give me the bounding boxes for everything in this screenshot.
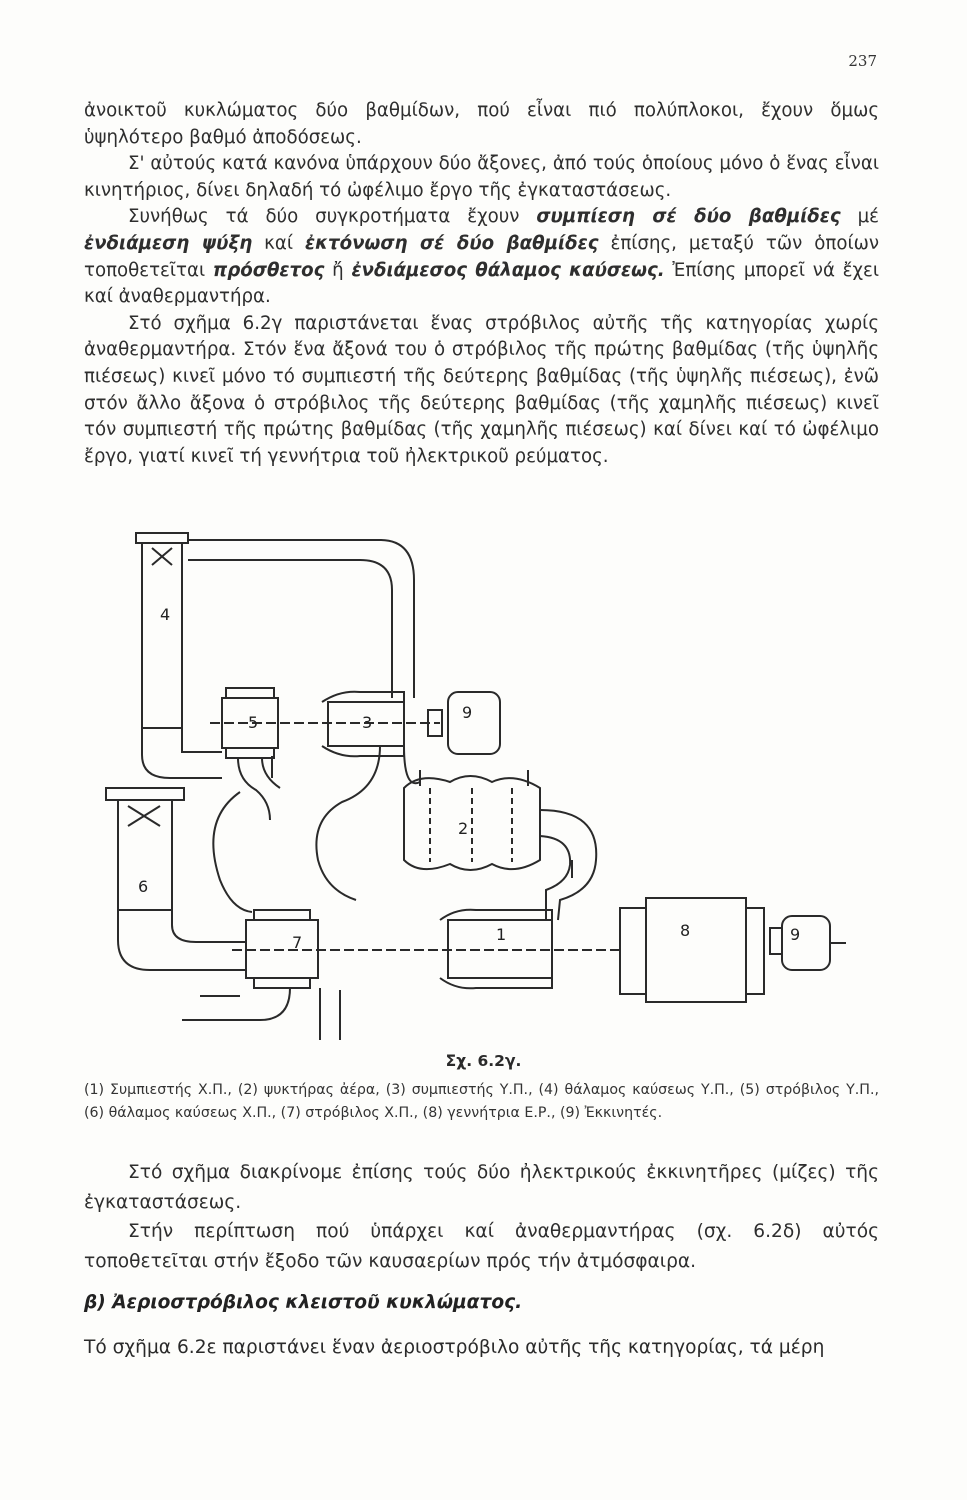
generator-8-left-flange <box>620 908 646 994</box>
gas-turbine-diagram <box>0 520 967 1060</box>
label-7: 7 <box>292 933 303 952</box>
pipe-5-to-6 <box>213 792 252 912</box>
section-heading: β) Ἀεριοστρόβιλος κλειστοῦ κυκλώματος. <box>84 1292 523 1313</box>
p3-emph-j: ἐνδιάμεσος θάλαμος καύσεως. <box>351 259 665 281</box>
starter-9-top <box>448 692 500 754</box>
compressor-1-top <box>440 910 552 920</box>
diagram-svg <box>0 520 967 1060</box>
page-number: 237 <box>848 52 877 70</box>
paragraph-4: Στό σχῆμα 6.2γ παριστάνεται ἕνας στρόβιλος αὐτῆς τῆς κατηγορίας χωρίς ἀναθερμαντήρα. Στόν ἕνα ἄξονά του ὁ στρόβιλος τῆς πρώτης βαθμίδας (τῆς ὑψηλῆς πιέσεως) κινεῖ μόνο τό συμπιεστή τῆς δεύτερης βαθμίδας (τῆς ὑψηλῆς πιέσεως), ἐνῶ στόν ἄλλο ἄξονα ὁ στρόβιλος τῆς δεύτερης βαθμίδας (τῆς χαμηλῆς πιέσεως) κινεῖ τόν συμπιεστή τῆς πρώτης βαθμίδας (τῆς χαμηλῆς πιέσεως) καί δίνει καί τό ὠφέλιμο ἔργο, γιατί κινεῖ τή γεννήτρια τοῦ ἠλεκτρικοῦ ρεύματος. <box>84 312 879 467</box>
bottom-text-block <box>84 1158 879 1276</box>
label-2: 2 <box>458 819 469 838</box>
section-paragraph: Τό σχῆμα 6.2ε παριστάνει ἕναν ἀεριοστρόβιλο αὐτῆς τῆς κατηγορίας, τά μέρη <box>84 1337 825 1358</box>
generator-8 <box>646 898 746 1002</box>
label-3: 3 <box>362 713 373 732</box>
pipe-3-to-2 <box>404 746 420 783</box>
pipe-2-to-1-outer <box>540 810 596 920</box>
p3-text-k: Ἐπίσης μπορεῖ νά ἔχει καί ἀναθερμαντήρα. <box>84 259 879 308</box>
label-9-top: 9 <box>462 703 473 722</box>
starter-9-bottom-coupling <box>770 928 782 954</box>
chamber-4-cap <box>136 533 188 543</box>
paragraph-1: ἀνοικτοῦ κυκλώματος δύο βαθμίδων, πού εἶναι πιό πολύπλοκοι, ἔχουν ὅμως ὑψηλότερο βαθμό ἀποδόσεως. <box>84 100 879 148</box>
p3-emph-b: συμπίεση σέ δύο βαθμίδες <box>536 206 841 228</box>
p3-emph-d: ἐνδιάμεση ψύξη <box>84 232 253 254</box>
chamber-6-cap <box>106 788 184 800</box>
label-8: 8 <box>680 921 691 940</box>
pipe-2-to-1-inner <box>540 836 570 920</box>
combustion-chamber-4 <box>142 543 182 728</box>
compressor-3-bottom <box>322 746 404 756</box>
p3-emph-f: ἐκτόνωση σέ δύο βαθμίδες <box>305 232 599 254</box>
turbine-7-bottom <box>254 978 310 988</box>
pipe-4-top-inner <box>188 560 392 698</box>
exhaust-pipe <box>182 988 290 1020</box>
turbine-5-blades-bottom <box>226 748 274 758</box>
pipe-3-to-1 <box>316 746 380 900</box>
p3-text-a: Συνήθως τά δύο συγκροτήματα ἔχουν <box>128 206 537 228</box>
p3-text-i: ἤ <box>324 259 352 281</box>
turbine-5-blades-top <box>226 688 274 698</box>
bottom-paragraph-2: Στήν περίπτωση πού ὑπάρχει καί ἀναθερμαντήρας (σχ. 6.2δ) αὐτός τοποθετεῖται στήν ἔξοδο τῶν καυσαερίων πρός τήν ἀτμόσφαιρα. <box>84 1221 879 1272</box>
pipe-4-bottom-inner <box>182 728 222 752</box>
pipe-6-inner <box>172 910 246 942</box>
pipe-5-exhaust-a <box>238 758 270 820</box>
bottom-paragraph-1: Στό σχῆμα διακρίνομε ἐπίσης τούς δύο ἠλεκτρικούς ἐκκινητῆρες (μίζες) τῆς ἐγκαταστάσεως. <box>84 1162 879 1213</box>
label-6: 6 <box>138 877 149 896</box>
p3-emph-h: πρόσθετος <box>212 259 325 281</box>
p3-text-c: μέ <box>840 206 879 228</box>
generator-8-right-flange <box>746 908 764 994</box>
p3-text-g: ἐπίσης, μεταξύ τῶν ὁποίων τοποθετεῖται <box>84 232 879 281</box>
figure-caption: (1) Συμπιεστής Χ.Π., (2) ψυκτήρας ἀέρα, (3) συμπιεστής Υ.Π., (4) θάλαμος καύσεως Υ.Π., (5) στρόβιλος Υ.Π., (6) θάλαμος καύσεως Χ.Π., (7) στρόβιλος Χ.Π., (8) γεννήτρια Ε.Ρ., (9) Ἐκκινητές. <box>84 1082 879 1121</box>
p3-text-e: καί <box>252 232 306 254</box>
label-5: 5 <box>248 713 259 732</box>
figure-title: Σχ. 6.2γ. <box>445 1052 522 1070</box>
top-text-block <box>84 98 879 470</box>
label-1: 1 <box>496 925 507 944</box>
compressor-1-bottom <box>440 978 552 988</box>
label-4: 4 <box>160 605 171 624</box>
turbine-7-top <box>254 910 310 920</box>
label-9-bottom: 9 <box>790 925 801 944</box>
paragraph-3 <box>84 204 879 310</box>
paragraph-2: Σ' αὐτούς κατά κανόνα ὑπάρχουν δύο ἄξονες, ἀπό τούς ὁποίους μόνο ὁ ἕνας εἶναι κινητήριος, δίνει δηλαδή τό ὠφέλιμο ἔργο τῆς ἐγκαταστάσεως. <box>84 153 879 201</box>
